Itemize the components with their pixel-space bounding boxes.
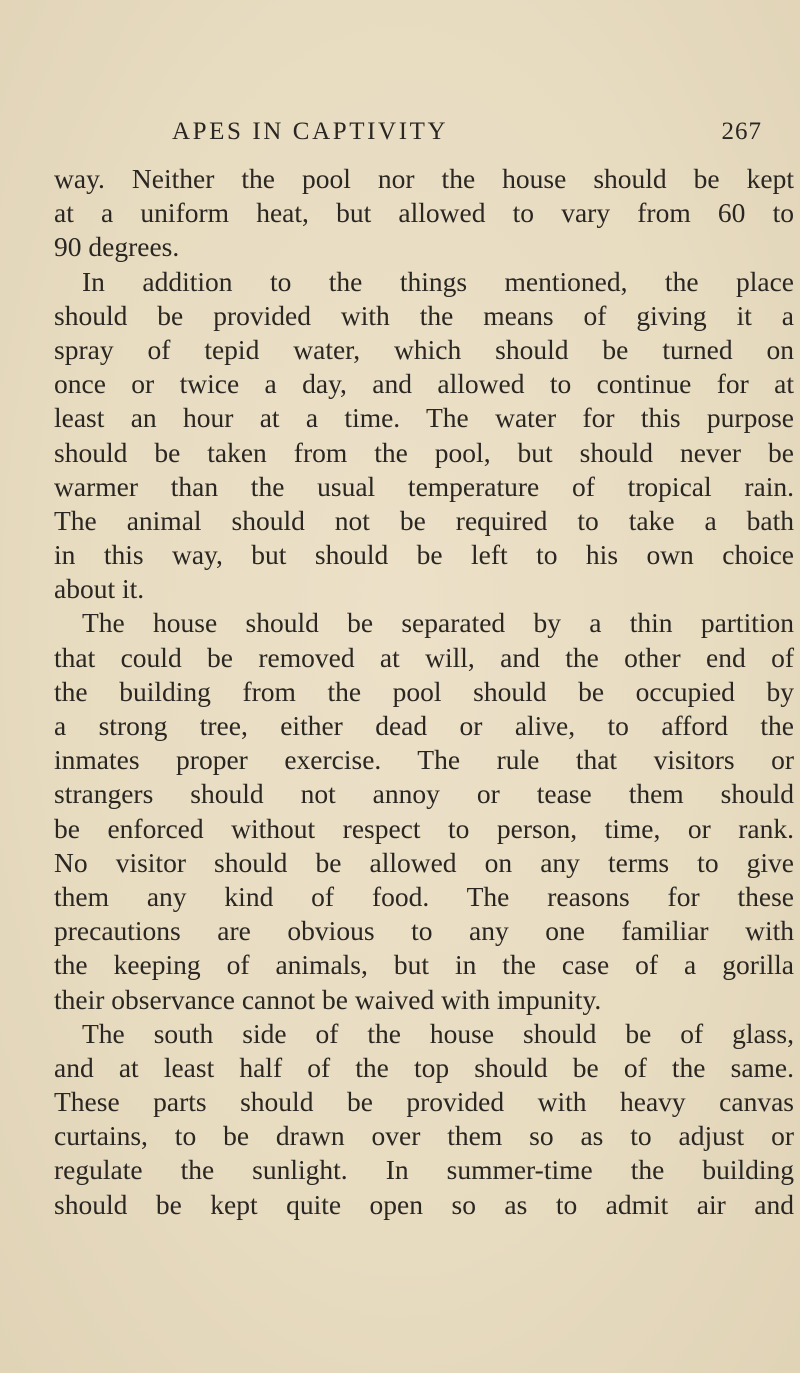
text-line: in this way, but should be left to his own choice xyxy=(54,539,794,571)
running-head xyxy=(172,118,792,152)
text-line: the building from the pool should be occupied by xyxy=(54,675,794,707)
text-line: inmates proper exercise. The rule that visitors or xyxy=(54,744,794,776)
text-line: a strong tree, either dead or alive, to afford the xyxy=(54,710,794,741)
text-line: that could be removed at will, and the other end of xyxy=(54,641,794,673)
text-line: The house should be separated by a thin partition xyxy=(82,607,794,639)
text-line: These parts should be provided with heavy canvas xyxy=(54,1086,794,1118)
text-line: The animal should not be required to take a bath xyxy=(54,504,794,536)
text-line: once or twice a day, and allowed to continue for at xyxy=(54,368,794,400)
text-line: In addition to the things mentioned, the place xyxy=(82,265,794,297)
text-line: 90 degrees. xyxy=(54,231,180,263)
text-line: curtains, to be drawn over them so as to adjust or xyxy=(54,1120,794,1152)
text-line: be enforced without respect to person, time, or rank. xyxy=(54,812,794,844)
text-line: should be taken from the pool, but should never be xyxy=(54,436,794,468)
text-line: regulate the sunlight. In summer-time the building xyxy=(54,1154,794,1186)
text-line: spray of tepid water, which should be turned on xyxy=(54,333,794,365)
text-line: precautions are obvious to any one familiar with xyxy=(54,915,794,947)
page-number: 267 xyxy=(721,118,762,145)
text-line: the keeping of animals, but in the case of a gorilla xyxy=(54,949,794,981)
text-line: warmer than the usual temperature of tropical rain. xyxy=(54,470,794,502)
text-line: at a uniform heat, but allowed to vary from 60 to xyxy=(54,197,794,229)
text-line: strangers should not annoy or tease them should xyxy=(54,778,794,810)
running-title: APES IN CAPTIVITY xyxy=(172,118,449,145)
text-line: No visitor should be allowed on any terms to give xyxy=(54,846,794,878)
text-line: The south side of the house should be of glass, xyxy=(82,1017,794,1049)
text-line: least an hour at a time. The water for this purpose xyxy=(54,402,794,434)
body-text xyxy=(54,162,794,1222)
text-line: way. Neither the pool nor the house should be kept xyxy=(54,163,794,194)
text-line: and at least half of the top should be of the same. xyxy=(54,1051,794,1083)
text-line: about it. xyxy=(54,573,145,605)
text-line: should be kept quite open so as to admit air and xyxy=(54,1188,794,1220)
text-line: should be provided with the means of giving it a xyxy=(54,299,794,331)
text-line: them any kind of food. The reasons for these xyxy=(54,880,794,912)
text-line: their observance cannot be waived with impunity. xyxy=(54,983,602,1015)
